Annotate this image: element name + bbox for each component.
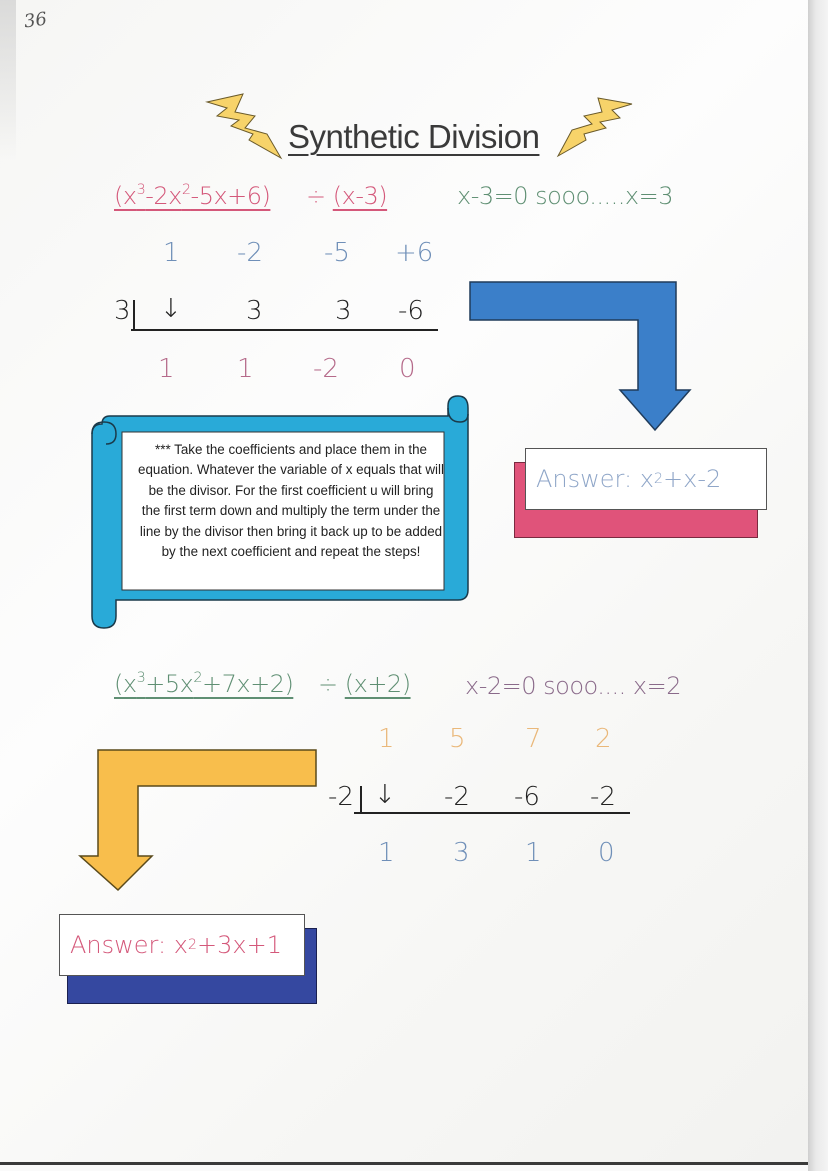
p1-divisor-value: 3 [114,296,131,326]
p2-product: -2 [444,782,470,812]
p1-coefficient: +6 [395,238,434,268]
page-number: 36 [22,8,49,33]
p2-bring-down-arrow-icon: ↓ [374,780,396,810]
page-shadow [0,0,16,160]
page-edge [808,0,828,1171]
problem1-note: x-3=0 sooo.....x=3 [457,182,673,210]
p1-division-bar [133,300,135,330]
p2-product: -2 [590,782,616,812]
p1-product: -6 [398,296,424,326]
problem1-divisor: ÷ (x-3) [306,182,388,210]
p2-result: 0 [598,838,615,868]
p2-result: 1 [378,838,395,868]
p1-product: 3 [246,296,263,326]
p1-result: 1 [237,354,254,384]
lightning-bolt-right-icon [556,96,634,158]
p2-coefficient: 5 [449,724,466,754]
explanation-text: *** Take the coefficients and place them in the equation. Whatever the variable of x equals that will be the divisor. For the first coefficient u will bring the first term down and multiply the term under the line by the divisor then bring it back up to be added by the next coefficient and repeat the steps! [138,442,444,560]
problem2-note: x-2=0 sooo.... x=2 [465,672,681,700]
p2-coefficient: 2 [595,724,612,754]
p1-division-line [131,329,438,331]
p2-result: 1 [525,838,542,868]
p1-result: 1 [158,354,175,384]
p1-coefficient: -2 [237,238,263,268]
page-title: Synthetic Division [288,118,540,155]
p2-division-line [354,812,630,814]
p1-product: 3 [335,296,352,326]
bent-arrow-blue-icon [468,280,692,432]
p2-result: 3 [453,838,470,868]
p1-coefficient: 1 [163,238,180,268]
problem1-dividend: $(x^3-2x^2-5x+6)$ [114,181,271,210]
problem2-divisor: ÷ (x+2) [318,670,411,698]
p1-result: 0 [399,354,416,384]
p1-coefficient: -5 [324,238,350,268]
p2-coefficient: 1 [378,724,395,754]
problem2-dividend: $(x^3+5x^2+7x+2)$ [114,669,294,698]
p1-result: -2 [313,354,339,384]
bent-arrow-yellow-icon [76,748,318,892]
p1-bring-down-arrow-icon: ↓ [160,294,182,324]
p2-product: -6 [514,782,540,812]
p2-coefficient: 7 [525,724,542,754]
lightning-bolt-left-icon [205,92,283,160]
p2-divisor-value: -2 [328,782,354,812]
p2-division-bar [360,786,362,814]
answer1-box: Answer: x 2 +x-2 [525,448,767,510]
answer2-box: Answer: x 2 +3x+1 [59,914,305,976]
